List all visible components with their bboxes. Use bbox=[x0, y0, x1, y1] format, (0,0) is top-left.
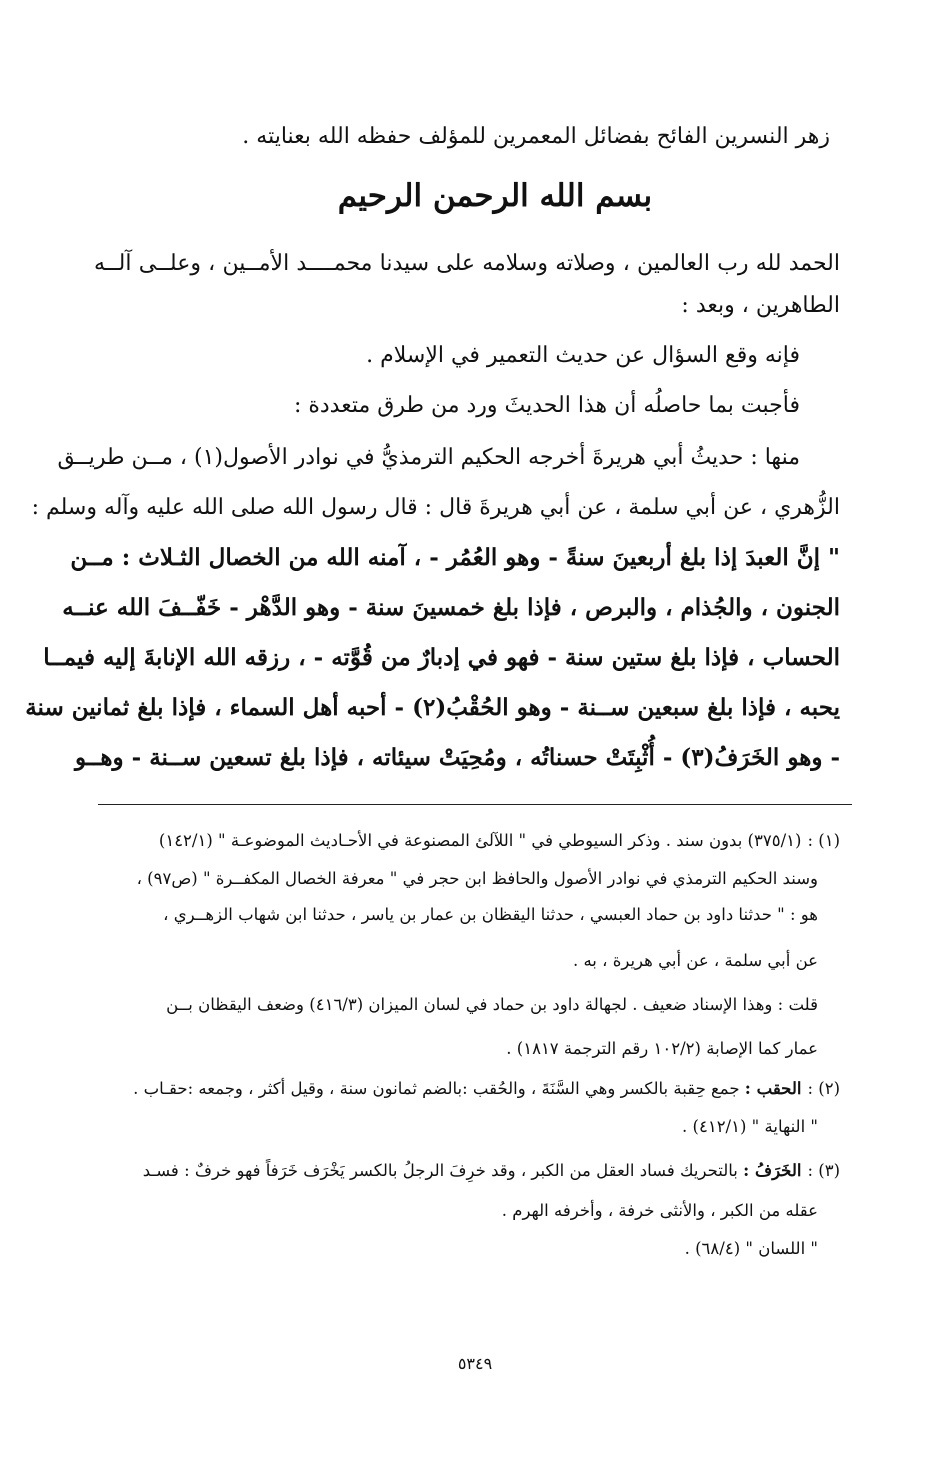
running-header: زهر النسرين الفائح بفضائل المعمرين للمؤلف حفظه الله بعنايته . bbox=[242, 124, 830, 149]
footnote-separator bbox=[98, 804, 852, 805]
hadith-line: الحساب ، فإذا بلغ ستين سنة - فهو في إدبارٌ من قُوَّته - ، رزقه الله الإنابةَ إليه فيمــا bbox=[43, 644, 840, 671]
footnote-term: الخَرَفُ : bbox=[743, 1161, 802, 1180]
footnote-text: جمع حِقبة بالكسر وهي السَّنَةَ ، والحُقب :بالضم ثمانون سنة ، وقيل أكثر ، وجمعه :حقـاب . bbox=[133, 1079, 740, 1098]
hadith-line: - وهو الخَرَفُ(٣) - أُثْبِتَتْ حسناتُه ، ومُحِيَتْ سيئاته ، فإذا بلغ تسعين ســنة - وهــو bbox=[75, 744, 840, 771]
footnote-term: الحقب : bbox=[744, 1079, 802, 1098]
footnote-line: عمار كما الإصابة (١٠٢/٢ رقم الترجمة ١٨١٧) . bbox=[506, 1039, 818, 1058]
footnote-number: (٣) : bbox=[807, 1161, 840, 1180]
footnote-line bbox=[108, 826, 840, 856]
footnote-line: قلت : وهذا الإسناد ضعيف . لجهالة داود بن حماد في لسان الميزان (٤١٦/٣) وضعف اليقظان بــن bbox=[166, 995, 818, 1014]
body-line: الزُّهري ، عن أبي سلمة ، عن أبي هريرةَ قال : قال رسول الله صلى الله عليه وآله وسلم : bbox=[31, 495, 840, 520]
body-line: فإنه وقع السؤال عن حديث التعمير في الإسلام . bbox=[366, 343, 800, 368]
footnote-line: " النهاية " (٤١٢/١) . bbox=[682, 1117, 818, 1136]
body-line: الطاهرين ، وبعد : bbox=[681, 293, 840, 318]
basmala-heading: بسم الله الرحمن الرحيم bbox=[337, 178, 653, 214]
footnote-number: (١) : bbox=[807, 831, 840, 850]
hadith-line: " إنَّ العبدَ إذا بلغ أربعينَ سنةً - وهو العُمُر - ، آمنه الله من الخصال الثـلاث : مــن bbox=[70, 544, 840, 571]
footnote-line bbox=[108, 1074, 840, 1104]
body-line: منها : حديثُ أبي هريرةَ أخرجه الحكيم الترمذيُّ في نوادر الأصول(١) ، مــن طريــق bbox=[57, 445, 800, 470]
footnote-line: عقله من الكبر ، والأنثى خرفة ، وأخرفه الهرم . bbox=[501, 1201, 818, 1220]
page-number: ٥٣٤٩ bbox=[457, 1354, 493, 1373]
footnote-line: عن أبي سلمة ، عن أبي هريرة ، به . bbox=[572, 951, 818, 970]
footnote-line: وسند الحكيم الترمذي في نوادر الأصول والحافظ ابن حجر في " معرفة الخصال المكفــرة " (ص٩٧) ، bbox=[136, 869, 818, 888]
hadith-line: يحبه ، فإذا بلغ سبعين ســنة - وهو الحُقْبُ(٢) - أحبه أهل السماء ، فإذا بلغ ثمانين سنة bbox=[25, 694, 840, 721]
footnote-number: (٢) : bbox=[807, 1079, 840, 1098]
hadith-line: الجنون ، والجُذام ، والبرص ، فإذا بلغ خمسينَ سنة - وهو الدَّهْر - خَفّــفَ الله عنــه bbox=[62, 594, 840, 621]
footnote-line: هو : " حدثنا داود بن حماد العبسي ، حدثنا اليقظان بن عمار بن ياسر ، حدثنا ابن شهاب الزهــري ، bbox=[163, 905, 818, 924]
footnote-line: " اللسان " (٦٨/٤) . bbox=[684, 1239, 818, 1258]
body-line: فأجبت بما حاصلُه أن هذا الحديثَ ورد من طرق متعددة : bbox=[293, 393, 800, 418]
footnote-text: (٣٧٥/١) بدون سند . وذكر السيوطي في " اللآلئ المصنوعة في الأحـاديث الموضوعـة " (١٤٢/١) bbox=[158, 831, 802, 850]
footnote-line bbox=[108, 1156, 840, 1186]
footnote-text: بالتحريك فساد العقل من الكبر ، وقد خرِفَ الرجلُ بالكسر يَخْرَف خَرَفاً فهو خرفٌ : فسـد bbox=[142, 1161, 738, 1180]
body-line: الحمد لله رب العالمين ، وصلاته وسلامه على سيدنا محمــــد الأمــين ، وعلــى آلــه bbox=[94, 251, 840, 276]
